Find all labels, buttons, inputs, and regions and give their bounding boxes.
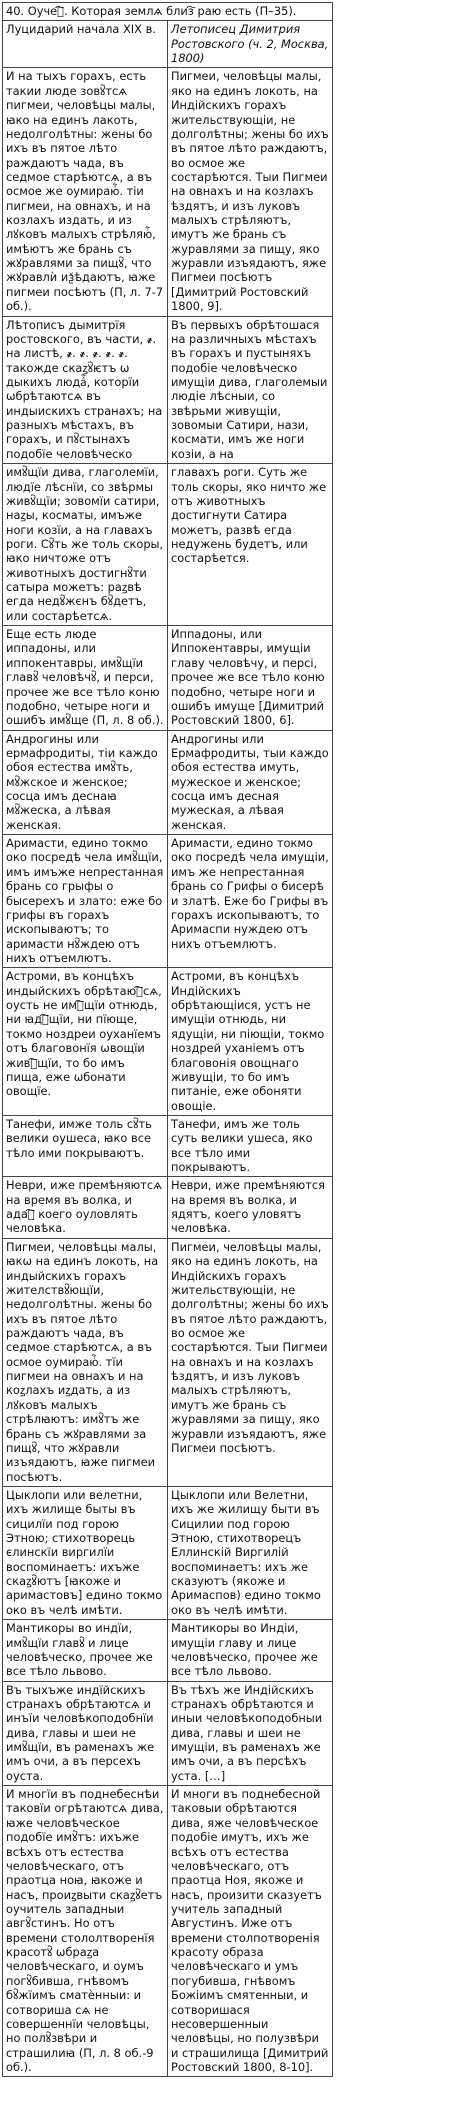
lucidarius-text: имꙋ҇щїи дива, глаголемїи, людїе лѣснїи, со звѣрмы живꙋ҇щїи; зовомїи сатири, наꙁы, косматы, имъже ноги козїи, а на главахъ роги. Сꙋ҇ть же толь скоры, ꙗко ничтоже отъ животныхъ достигнꙋ҇ти сатыра можетъ: раꙁвѣ егда недꙋ҇жєнъ бꙋ҇детъ, или состарѣетсѧ. <box>3 464 168 626</box>
letopisets-text: Пигмеи, человѣцы малы, яко на единъ локоть, на Индійскихъ горахъ жительствующіи, не долголѣтны; жены бо ихъ въ пятое лѣто раждаютъ, во осмое же состарѣются. Тыи Пигмеи на овнахъ и на козлахъ ѣздятъ, и изъ луковъ малыхъ стрѣляютъ, имутъ же брань съ журавлями за пищу, яко журавли изъядаютъ, яже Пигмеи посѣютъ [Димитрий Ростовский 1800, 9]. <box>168 68 333 316</box>
lucidarius-text: Аримасти, едино токмо око посредѣ чела имꙋ҇щїи, имъ имъже непрестанная брань со грыфы о бысерехъ и злато: еже бо грифы въ горахъ ископываютъ; то аримасти нꙋ҇ждею отъ нихъ отъемлютъ. <box>3 835 168 968</box>
header-row <box>3 21 333 68</box>
table-row <box>3 626 333 731</box>
letopisets-text: Иппадоны, или Иппокентавры, имущіи главу человѣчу, и персі, прочее же все тѣло коню подобно, четыре ноги и ошибъ имуще [Димитрий Ростовский 1800, 6]. <box>168 626 333 731</box>
letopisets-text: Андрогины или Ермафродиты, тыи каждо обоя естества имуть, мужеское и женское; сосца имъ десная мужеская, а лѣвая женская. <box>168 730 333 835</box>
letopisets-text: Въ первыхъ обрѣтошася на различныхъ мѣстахъ въ горахъ и пустыняхъ подобіе человѣческо имущіи дива, глаголемыи людіе лѣсныи, со звѣрьми живущіи, зовомыи Сатири, нази, космати, имъ же ноги козіи, а на <box>168 316 333 464</box>
lucidarius-text: Еще есть люде иппадоны, или иппокентавры, имꙋ҇щїи главꙋ҇ человѣчꙋ҇, и перси, прочее же все тѣло коню подобно, четыре ноги и ошибъ имꙋ҇ще (П, л. 8 об.). <box>3 626 168 731</box>
lucidarius-text: И многїи въ поднебеснѣи таковїи огрѣтаютсѧ дива, ꙗже человѣческое подобїе имꙋ҇тъ: ихъже всѣхъ отъ естества человѣческаго, отъ праотца ноꙗ, ꙗкоже и насъ, проиꙁвыти скаꙁꙋ҇етъ оучитель западныи авгꙋ҇стинъ. Но отъ времени стололтворенїя красотꙋ҇ ѡбраꙁа человѣческаго, и оумъ погꙋ҇бивша, гнѣвомъ бꙋ҇жїимъ сматѐнныи: и сотвориша сѧ не совершеннїи человѣцы, но полꙋ҇звѣри и страшилиꙗ (П, л. 8 об.-9 об.). <box>3 1786 168 2077</box>
letopisets-text: Танефи, имъ же толь суть велики ушеса, яко все тѣло ими покрываютъ. <box>168 1115 333 1176</box>
table-row <box>3 835 333 968</box>
lucidarius-text: Танефи, имже толь сꙋ҇ть велики оушеса, ꙗко все тѣло ими покрываютъ. <box>3 1115 168 1176</box>
lucidarius-text: Неври, иже премѣняютсѧ на время въ волка, и адаⷯ҇ коего оуловлять человѣка. <box>3 1177 168 1238</box>
table-row <box>3 1486 333 1619</box>
letopisets-text: Мантикоры во Индіи, имущіи главу и лице человѣческо, прочее же все тѣло львово. <box>168 1620 333 1681</box>
letopisets-text: Аримасти, едино токмо око посредѣ чела имущіи, имъ же непрестанная брань со Грифы о бисерѣ и златѣ. Еже бо Грифы въ горахъ ископываютъ, то Аримаспи нуждею отъ нихъ отъемлютъ. <box>168 835 333 968</box>
lucidarius-text: Лѣтописъ дымитрїя ростовского, въ части, ҂. на листѣ, ҂. ҂. ҂. ҂. ҂. такожде скаꙁꙋ҇ѥтъ ѡ дыкихъ людаⷯ҇, которїи ѡбрѣтаютсѧ въ индыискихъ странахъ; на разныхъ мѣстахъ, въ горахъ, и пꙋ҇стынахъ подобїе человѣческо <box>3 316 168 464</box>
title-row <box>3 3 333 21</box>
letopisets-text: Пигмеи, человѣцы малы, яко на единъ локоть, на Индійскихъ горахъ жительствующіи, не долголѣтны; жены бо ихъ въ пятое лѣто раждаютъ, во осмое же состарѣются. Тыи Пигмеи на овнахъ и на козлахъ ѣздятъ, и изъ луковъ малыхъ стрѣляютъ, имутъ же брань съ журавлями за пищу, яко журавли изъядаютъ, яже Пигмеи посѣютъ. <box>168 1238 333 1486</box>
lucidarius-text: И на тыхъ горахъ, есть такии люде зовꙋ҇тсѧ пигмеи, человѣцы малы, ꙗко на единъ лакоть, недолголѣтны: жены бо ихъ въ пятое лѣто раждаютъ чада, въ седмое старѣютсѧ, а въ осмое же оумираюⷮ҇. тіи пигмеи, на овнахъ, и на козлахъ издать, и из лꙋковъ малыхъ стрѣляюⷮ҇, имѣютъ же брань съ жꙋравлями за пищꙋ҇, что жꙋравлѝ иѯѣдаютъ, ꙗже пигмеи посѣютъ (П, л. 7-7 об.). <box>3 68 168 316</box>
table-row <box>3 1620 333 1681</box>
letopisets-text: Цыклопи или Велетни, ихъ же жилищу быти въ Сицилии под горою Этною, стихотворецъ Еллинскій Виргилій воспоминаетъ: ихъ же сказуютъ (якоже и Аримаспов) едино токмо око въ челѣ имѣти. <box>168 1486 333 1619</box>
table-row <box>3 1177 333 1238</box>
table-row <box>3 1681 333 1786</box>
table-row <box>3 1786 333 2077</box>
table-row <box>3 730 333 835</box>
lucidarius-text: Мантикоры во индїи, имꙋ҇щїи главꙋ҇ и лице человѣческо, прочее же все тѣло львово. <box>3 1620 168 1681</box>
table-row <box>3 68 333 316</box>
letopisets-text: главахъ роги. Суть же толь скоры, яко ничто же отъ животныхъ достигнути Сатира можетъ, развѣ егда недужень будетъ, или состарѣется. <box>168 464 333 626</box>
lucidarius-text: Въ тыхъже индїйскихъ странахъ обрѣтаютсѧ и инъїи человѣкоподобнїи дива, главы и шеи не имꙋ҇щїи, въ раменахъ же имъ очи, а въ персехъ оуста. <box>3 1681 168 1786</box>
letopisets-text: Въ тѣхъ же Индійскихъ странахъ обрѣтаются и иныи человѣкоподобныи дива, главы и шеи не имущіи, въ раменахъ же имъ очи, а въ персѣхъ уста. […] <box>168 1681 333 1786</box>
table-row <box>3 1115 333 1176</box>
letopisets-text: И многи въ поднебесной таковыи обрѣтаются дива, яже человѣческое подобіе имутъ, ихъ же всѣхъ отъ естества человѣческаго, отъ праотца Ноя, якоже и насъ, произити сказуетъ учитель западный Августинъ. Иже отъ времени столпотворенія красоту образа человѣческаго и умъ погубивша, гнѣвомъ Божіимъ смятенныи, и сотворишася несовершенныи человѣцы, но полузвѣри и страшилища [Димитрий Ростовский 1800, 8-10]. <box>168 1786 333 2077</box>
lucidarius-text: Астроми, въ концѣхъ индыйскихъ обрѣтаюⷯ҇сѧ, оусть не имꙋ҇щїи отнюдь, ни ꙗдꙋ҇щїи, ни пїюще, токмо ноздреи оуханїемъ отъ благовонїя ѡвощїи живꙋ҇щїи, то бо имъ пища, еже ѡбонати овощїе. <box>3 968 168 1116</box>
table-row <box>3 968 333 1116</box>
table-row <box>3 316 333 464</box>
letopisets-text: Астроми, въ концѣхъ Индійскихъ обрѣтающіися, устъ не имущіи отнюдь, ни ядущіи, ни піющіи, токмо ноздрей уханіемъ отъ благовонія овощнаго живущіи, то бо имъ питаніе, еже обоняти овощіе. <box>168 968 333 1116</box>
table-row <box>3 464 333 626</box>
lucidarius-text: Андрогины или ермафродиты, тіи каждо обоя естества имꙋ҇ть, мꙋ҇жское и женское; сосца имъ деснаꙗ мꙋ҇жеска, а лѣвая женская. <box>3 730 168 835</box>
column-header-letopisets: Летописец Димитрия Ростовского (ч. 2, Москва, 1800) <box>168 21 333 68</box>
lucidarius-text: Пигмеи, человѣцы малы, ꙗкѡ на единъ локоть, на индыйскихъ горахъ жителствꙋ҇ющїи, недолголѣтны. жены бо ихъ въ пятое лѣто раждаютъ чада, въ седмое старѣютсѧ, а въ осмое оумираюⷮ҇. тїи пигмеи на овнахъ и на коꙁлахъ иꙁдать, а из лꙋковъ малыхъ стрѣлꙗютъ: имꙋ҇тъ же брань съ жꙋравлями за пищꙋ҇, что жꙋравли изъядаютъ, ꙗже пигмеи посѣютъ. <box>3 1238 168 1486</box>
lucidarius-text: Цыклопи или велетни, ихъ жилище быты въ сицилїи под горою Этною; стихотворець єлинскїи виргилїи воспоминаетъ: ихъже скаꙁꙋ҇ютъ [ꙗкоже и аримастовъ] едино токмо око въ челѣ имѣти. <box>3 1486 168 1619</box>
table-row <box>3 1238 333 1486</box>
comparison-table <box>2 2 333 2077</box>
letopisets-text: Неври, иже премѣняются на время въ волка, и ядятъ, коего уловятъ человѣка. <box>168 1177 333 1238</box>
section-title: 40. Оучеⷩ҇. Которая землѧ близ҇ раю есть (П–35). <box>3 3 333 21</box>
column-header-lucidarius: Луцидарий начала XIX в. <box>3 21 168 68</box>
